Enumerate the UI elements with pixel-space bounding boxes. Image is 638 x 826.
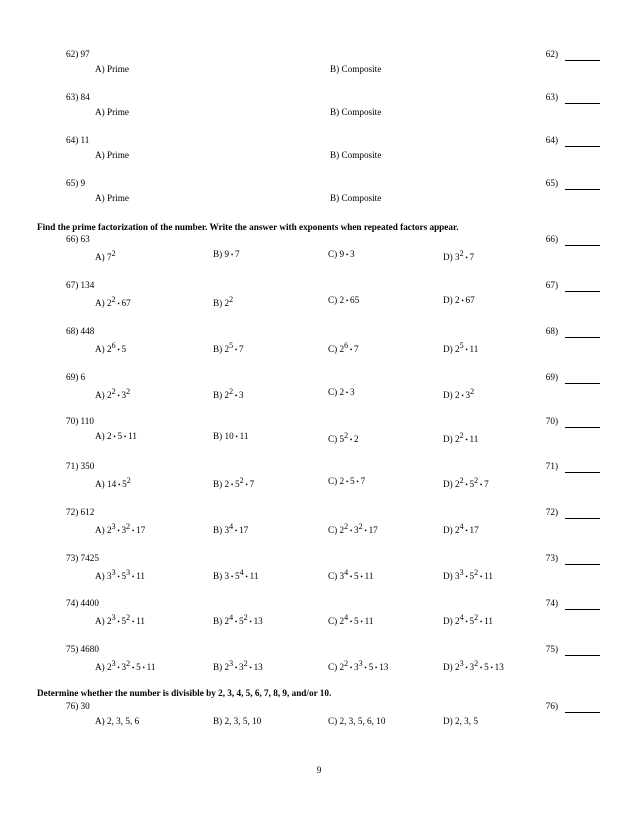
answer-number: 71) (545, 461, 558, 471)
question-label: 67) 134 (66, 280, 95, 290)
answer-option[interactable]: A) Prime (95, 107, 129, 117)
question-label: 65) 9 (66, 178, 86, 188)
answer-option[interactable]: A) $2^3$ • $3^2$ • 5 • 11 (95, 659, 156, 673)
question-label: 76) 30 (66, 701, 90, 711)
answer-option[interactable]: B) $2^4$ • $5^2$ • 13 (213, 613, 263, 627)
answer-option[interactable]: D) $3^2$ • 7 (443, 249, 475, 263)
question-label: 72) 612 (66, 507, 95, 517)
answer-number: 73) (545, 553, 558, 563)
answer-option[interactable]: B) Composite (330, 64, 382, 74)
answer-option[interactable]: B) $2^2$ • 3 (213, 387, 244, 401)
answer-blank[interactable] (565, 146, 600, 147)
answer-option[interactable]: D) $3^3$ • $5^2$ • 11 (443, 568, 493, 582)
answer-option[interactable]: B) $3^4$ • 17 (213, 522, 249, 536)
answer-option[interactable]: C) 2, 3, 5, 6, 10 (328, 716, 386, 726)
answer-option[interactable]: C) $3^4$ • 5 • 11 (328, 568, 374, 582)
answer-option[interactable]: B) $2^3$ • $3^2$ • 13 (213, 659, 263, 673)
question-label: 70) 110 (66, 416, 94, 426)
answer-number: 68) (545, 326, 558, 336)
answer-number: 65) (545, 178, 558, 188)
question-label: 66) 63 (66, 234, 90, 244)
answer-blank[interactable] (565, 427, 600, 428)
answer-blank[interactable] (565, 383, 600, 384)
answer-option[interactable]: B) $2^2$ (213, 295, 234, 309)
answer-option[interactable]: A) 14 • $5^2$ (95, 476, 131, 490)
answer-option[interactable]: A) $2^2$ • 67 (95, 295, 131, 309)
answer-number: 67) (545, 280, 558, 290)
answer-option[interactable]: B) Composite (330, 107, 382, 117)
page-number: 9 (316, 765, 322, 775)
answer-option[interactable]: D) 2, 3, 5 (443, 716, 478, 726)
answer-option[interactable]: D) $2^2$ • 11 (443, 431, 479, 445)
answer-option[interactable]: B) 2, 3, 5, 10 (213, 716, 262, 726)
answer-option[interactable]: B) $2^5$ • 7 (213, 341, 244, 355)
question-label: 71) 350 (66, 461, 95, 471)
question-label: 75) 4680 (66, 644, 99, 654)
answer-option[interactable]: A) $2^2$ • $3^2$ (95, 387, 131, 401)
answer-option[interactable]: A) $3^3$ • $5^3$ • 11 (95, 568, 145, 582)
answer-number: 64) (545, 135, 558, 145)
answer-option[interactable]: B) 10 • 11 (213, 431, 249, 441)
answer-blank[interactable] (565, 655, 600, 656)
answer-option[interactable]: D) $2^2$ • $5^2$ • 7 (443, 476, 489, 490)
answer-option[interactable]: C) $5^2$ • 2 (328, 431, 359, 445)
question-label: 62) 97 (66, 49, 90, 59)
answer-option[interactable]: A) Prime (95, 150, 129, 160)
answer-blank[interactable] (565, 712, 600, 713)
answer-option[interactable]: B) 3 • $5^4$ • 11 (213, 568, 259, 582)
answer-number: 69) (545, 372, 558, 382)
answer-option[interactable]: C) 9 • 3 (328, 249, 355, 259)
answer-option[interactable]: D) 2 • $3^2$ (443, 387, 475, 401)
answer-option[interactable]: C) 2 • 3 (328, 387, 355, 397)
answer-blank[interactable] (565, 245, 600, 246)
question-label: 74) 4400 (66, 598, 99, 608)
instruction-divisibility: Determine whether the number is divisible by 2, 3, 4, 5, 6, 7, 8, 9, and/or 10. (37, 688, 332, 698)
question-label: 69) 6 (66, 372, 86, 382)
answer-option[interactable]: A) Prime (95, 64, 129, 74)
question-label: 63) 84 (66, 92, 90, 102)
answer-option[interactable]: B) 2 • $5^2$ • 7 (213, 476, 255, 490)
answer-blank[interactable] (565, 291, 600, 292)
instruction-prime-factorization: Find the prime factorization of the number. Write the answer with exponents when repeated factors appear. (37, 222, 459, 232)
answer-number: 75) (545, 644, 558, 654)
answer-option[interactable]: C) $2^2$ • $3^2$ • 17 (328, 522, 378, 536)
answer-number: 70) (545, 416, 558, 426)
answer-blank[interactable] (565, 564, 600, 565)
answer-option[interactable]: B) Composite (330, 193, 382, 203)
question-label: 64) 11 (66, 135, 90, 145)
answer-option[interactable]: A) $7^2$ (95, 249, 116, 263)
answer-option[interactable]: C) 2 • 65 (328, 295, 360, 305)
question-label: 68) 448 (66, 326, 95, 336)
answer-number: 63) (545, 92, 558, 102)
answer-option[interactable]: D) $2^5$ • 11 (443, 341, 479, 355)
answer-number: 72) (545, 507, 558, 517)
answer-blank[interactable] (565, 60, 600, 61)
answer-blank[interactable] (565, 103, 600, 104)
answer-number: 74) (545, 598, 558, 608)
answer-option[interactable]: D) $2^4$ • $5^2$ • 11 (443, 613, 493, 627)
answer-option[interactable]: D) 2 • 67 (443, 295, 475, 305)
answer-option[interactable]: A) $2^3$ • $3^2$ • 17 (95, 522, 146, 536)
answer-option[interactable]: A) 2, 3, 5, 6 (95, 716, 140, 726)
answer-number: 66) (545, 234, 558, 244)
answer-option[interactable]: A) $2^3$ • $5^2$ • 11 (95, 613, 145, 627)
answer-blank[interactable] (565, 518, 600, 519)
answer-number: 76) (545, 701, 558, 711)
answer-option[interactable]: D) $2^4$ • 17 (443, 522, 479, 536)
question-label: 73) 7425 (66, 553, 99, 563)
answer-blank[interactable] (565, 189, 600, 190)
answer-option[interactable]: A) $2^6$ • 5 (95, 341, 127, 355)
answer-option[interactable]: C) $2^6$ • 7 (328, 341, 359, 355)
answer-option[interactable]: A) 2 • 5 • 11 (95, 431, 137, 441)
answer-option[interactable]: B) 9 • 7 (213, 249, 240, 259)
answer-option[interactable]: A) Prime (95, 193, 129, 203)
answer-option[interactable]: C) $2^4$ • 5 • 11 (328, 613, 374, 627)
answer-option[interactable]: D) $2^3$ • $3^2$ • 5 • 13 (443, 659, 504, 673)
answer-blank[interactable] (565, 337, 600, 338)
answer-blank[interactable] (565, 609, 600, 610)
answer-option[interactable]: C) 2 • 5 • 7 (328, 476, 366, 486)
answer-option[interactable]: B) Composite (330, 150, 382, 160)
answer-number: 62) (545, 49, 558, 59)
answer-blank[interactable] (565, 472, 600, 473)
answer-option[interactable]: C) $2^2$ • $3^3$ • 5 • 13 (328, 659, 389, 673)
